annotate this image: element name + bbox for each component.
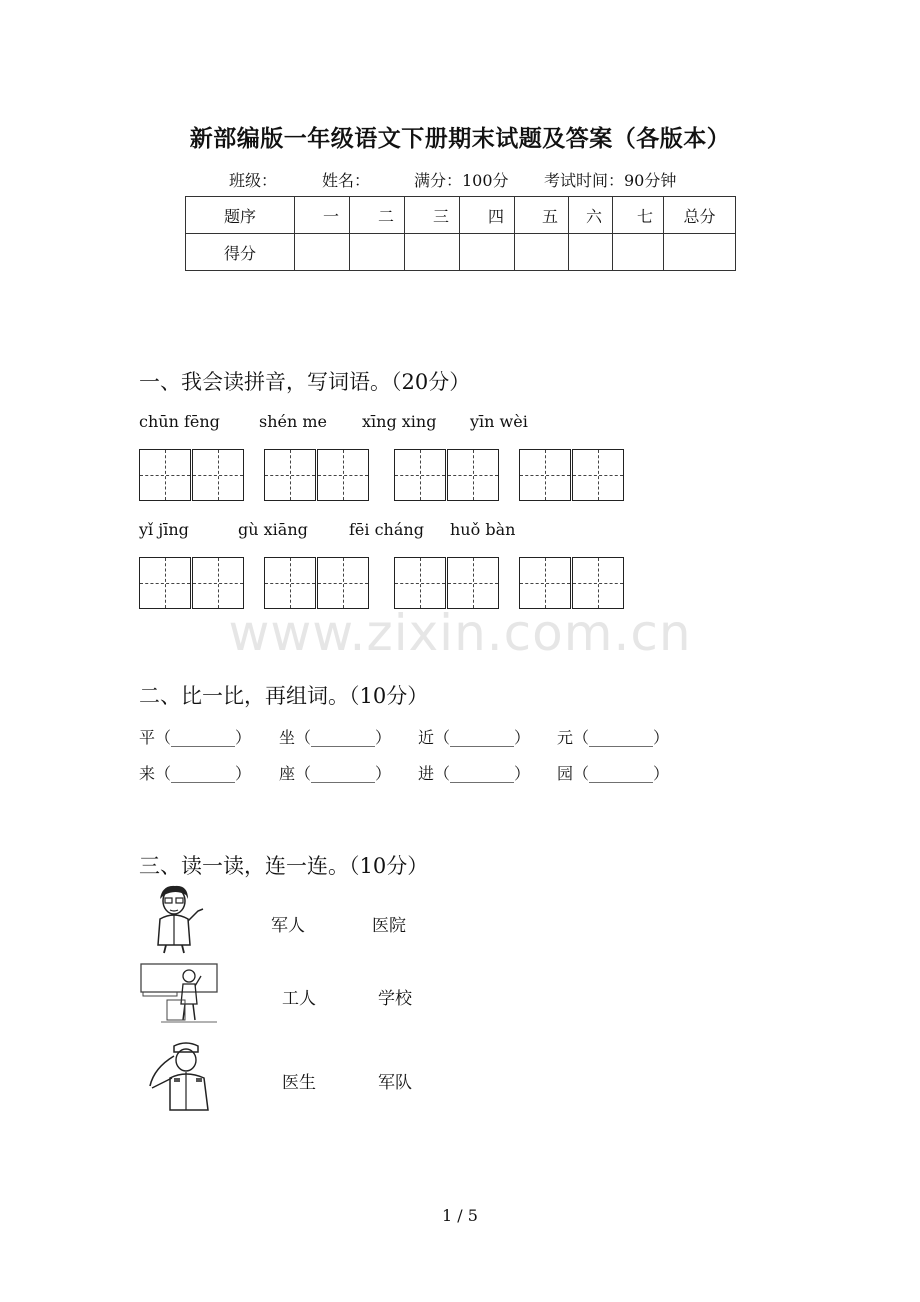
- section3-heading: 三、读一读，连一连。（10分）: [139, 854, 429, 878]
- compare-word-blank[interactable]: 近（________）: [418, 728, 531, 747]
- pinyin-label: xīng xing: [362, 412, 437, 431]
- writing-grid-box[interactable]: [447, 449, 499, 501]
- pinyin-label: fēi cháng: [349, 520, 424, 539]
- writing-grid-box[interactable]: [519, 449, 571, 501]
- soldier-illustration: [144, 1038, 222, 1112]
- full-score-label: 满分：100分: [414, 171, 509, 190]
- page-title: 新部编版一年级语文下册期末试题及答案（各版本）: [189, 125, 731, 152]
- pinyin-label: yīn wèi: [470, 412, 528, 431]
- compare-word-blank[interactable]: 平（________）: [139, 728, 252, 747]
- score-header-cell: 题序: [186, 197, 295, 234]
- score-cell[interactable]: [664, 234, 736, 271]
- score-header-cell: 总分: [664, 197, 736, 234]
- compare-word-blank[interactable]: 元（________）: [557, 728, 670, 747]
- compare-word-blank[interactable]: 座（________）: [279, 764, 392, 783]
- connect-word-right[interactable]: 学校: [378, 989, 412, 1009]
- score-header-cell: 七: [613, 197, 664, 234]
- writing-grid-box[interactable]: [394, 557, 446, 609]
- connect-word-left[interactable]: 医生: [282, 1073, 316, 1093]
- compare-word-blank[interactable]: 坐（________）: [279, 728, 392, 747]
- writing-grid-box[interactable]: [139, 557, 191, 609]
- teacher-illustration: [139, 960, 221, 1026]
- connect-word-right[interactable]: 军队: [378, 1073, 412, 1093]
- writing-grid-box[interactable]: [192, 557, 244, 609]
- writing-grid-box[interactable]: [572, 449, 624, 501]
- score-table-score-row: [186, 234, 736, 271]
- page-number: 1 / 5: [442, 1206, 478, 1225]
- score-cell[interactable]: [613, 234, 664, 271]
- compare-word-blank[interactable]: 园（________）: [557, 764, 670, 783]
- writing-grid-box[interactable]: [264, 557, 316, 609]
- score-cell[interactable]: [295, 234, 350, 271]
- pinyin-label: gù xiāng: [238, 520, 308, 539]
- score-cell[interactable]: [405, 234, 460, 271]
- score-cell[interactable]: [569, 234, 613, 271]
- score-header-cell: 一: [295, 197, 350, 234]
- connect-word-left[interactable]: 军人: [271, 916, 305, 936]
- score-header-cell: 四: [460, 197, 515, 234]
- writing-grid-box[interactable]: [264, 449, 316, 501]
- watermark-text: www.zixin.com.cn: [228, 604, 692, 662]
- compare-word-blank[interactable]: 来（________）: [139, 764, 252, 783]
- name-label: 姓名：: [322, 171, 371, 190]
- score-table: [185, 196, 736, 271]
- section1-heading: 一、我会读拼音，写词语。（20分）: [139, 370, 471, 394]
- score-table-header-row: [186, 197, 736, 234]
- pinyin-label: yǐ jīng: [139, 520, 189, 539]
- pinyin-label: shén me: [259, 412, 328, 431]
- score-header-cell: 六: [569, 197, 613, 234]
- doctor-illustration: [150, 883, 210, 955]
- writing-grid-box[interactable]: [317, 557, 369, 609]
- score-header-cell: 五: [515, 197, 569, 234]
- writing-grid-box[interactable]: [572, 557, 624, 609]
- score-header-cell: 三: [405, 197, 460, 234]
- writing-grid-box[interactable]: [394, 449, 446, 501]
- score-row-label: 得分: [186, 234, 295, 271]
- score-cell[interactable]: [460, 234, 515, 271]
- score-header-cell: 二: [350, 197, 405, 234]
- exam-time-label: 考试时间：90分钟: [544, 171, 677, 190]
- writing-grid-box[interactable]: [317, 449, 369, 501]
- writing-grid-box[interactable]: [447, 557, 499, 609]
- writing-grid-box[interactable]: [192, 449, 244, 501]
- pinyin-label: chūn fēng: [139, 412, 220, 431]
- writing-grid-box[interactable]: [519, 557, 571, 609]
- connect-word-right[interactable]: 医院: [372, 916, 406, 936]
- score-cell[interactable]: [350, 234, 405, 271]
- score-cell[interactable]: [515, 234, 569, 271]
- compare-word-blank[interactable]: 进（________）: [418, 764, 531, 783]
- section2-heading: 二、比一比，再组词。（10分）: [139, 684, 429, 708]
- class-label: 班级：: [229, 171, 278, 190]
- connect-word-left[interactable]: 工人: [282, 989, 316, 1009]
- writing-grid-box[interactable]: [139, 449, 191, 501]
- pinyin-label: huǒ bàn: [450, 520, 516, 539]
